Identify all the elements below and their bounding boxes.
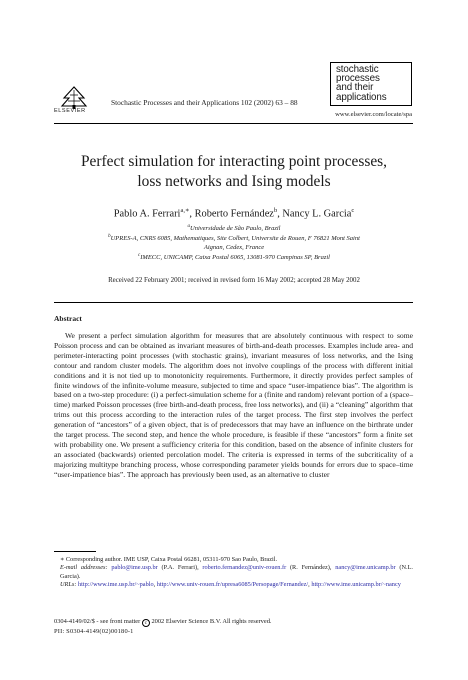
url-link[interactable]: http://www.ime.unicamp.br/~nancy — [311, 581, 401, 589]
cover-line: processes — [336, 73, 380, 85]
email-link[interactable]: roberto.fernandez@univ-rouen.fr — [202, 564, 287, 572]
abstract-heading: Abstract — [54, 314, 82, 323]
received-dates: Received 22 February 2001; received in revised form 16 May 2002; accepted 28 May 2002 — [108, 277, 360, 284]
url-note: URLs: http://www.ime.usp.br/~pablo, http://www.univ-rouen.fr/upresa6085/Persopage/Fernandez/, http://www.ime.unicamp.br/~nancy — [60, 581, 401, 589]
author-name: Roberto Fernández — [194, 208, 274, 220]
author-list: Pablo A. Ferrari$^{a,∗}$, Roberto Fernández$^b$, Nancy L. Garcia$^c$ — [113, 207, 355, 220]
publisher-logo-label: ELSEVIER — [54, 108, 86, 114]
author-mark: c — [351, 207, 355, 214]
title-line: Perfect simulation for interacting point processes, — [80, 153, 388, 170]
title-line: loss networks and Ising models — [137, 173, 331, 190]
author-name: Nancy L. Garcia — [282, 208, 352, 220]
email-note: E-mail addresses: pablo@ime.usp.br (P.A. Ferrari), roberto.fernandez@univ-rouen.fr (R. Fernández), nancy@ime.unicamp.br (N.L. Garcia). — [60, 564, 414, 580]
abstract-body: We present a perfect simulation algorithm for measures that are absolutely continuous with respect to some Poisson process and can be obtained as invariant measures of birth-and-death processes. Examples include area- and perimeter-interacting point processes (with stochastic grains), invariant measures of loss networks, and the Ising contour and random cluster models. The algorithm does not involve couplings of the process with different initial conditions and it is not tied up to monotonicity requirements. Furthermore, it directly provides perfect samples of finite windows of the infinite-volume measure, subjected to time and space “user-impatience bias”. The algorithm is based on a two-step procedure: (i) a perfect-simulation scheme for a (finite and random) relevant portion of a (space–time) marked Poisson processes (free birth-and-death process, free loss networks), and (ii) a “cleaning” algorithm that trims out this process according to the interaction rules of the target process. The first step involves the perfect generation of “ancestors” of a given object, that is of predecessors that may have an influence on the birthrate under the target process. The second step, and hence the whole procedure, is feasible if these “ancestors” form a finite set with probability one. We present a sufficiency criteria for this condition, based on the absence of infinite clusters for an associated (backwards) oriented percolation model. The criteria is expressed in terms of the subcriticality of a majorizing multitype branching process, whose corresponding parameter yields bounds for errors due to space–time “user-impatience bias”. The approach has previously been used, as an alternative to cluster — [54, 331, 413, 479]
email-link[interactable]: nancy@ime.unicamp.br — [335, 564, 396, 572]
affiliation-a: $^a$Universidade de São Paulo, Brazil — [187, 224, 281, 233]
footnote-rule — [54, 551, 96, 552]
paper-title — [40, 152, 428, 192]
author-mark: b — [273, 207, 278, 214]
elsevier-tree-logo-icon — [58, 84, 90, 110]
journal-website: www.elsevier.com/locate/spa — [335, 111, 412, 118]
cover-line: and their — [336, 82, 374, 94]
url-link[interactable]: http://www.univ-rouen.fr/upresa6085/Persopage/Fernandez/ — [156, 581, 309, 589]
cover-line: stochastic — [336, 64, 379, 75]
author-name: Pablo A. Ferrari — [113, 208, 181, 220]
header-divider — [54, 123, 413, 124]
copyright-icon: c — [142, 619, 150, 627]
abstract-divider — [54, 302, 413, 303]
journal-citation: Stochastic Processes and their Applications 102 (2002) 63 – 88 — [111, 98, 298, 107]
affiliation-c: $^c$IMECC, UNICAMP, Caixa Postal 6065, 13081-970 Campinas SP, Brazil — [138, 253, 330, 262]
pii-identifier: PII: S0304-4149(02)00180-1 — [54, 628, 134, 635]
copyright-line: 0304-4149/02/$ - see front matter c 2002 Elsevier Science B.V. All rights reserved. — [54, 618, 272, 626]
affiliation-b: $^b$UPRES-A, CNRS 6085, Mathematiques, Site Colbert, Universite de Rouen, F 76821 Mont Saint Aignan, Cedex, France — [108, 234, 360, 251]
url-link[interactable]: http://www.ime.usp.br/~pablo — [78, 581, 154, 589]
author-mark: a,∗ — [180, 207, 190, 214]
journal-cover-title — [330, 62, 412, 106]
corresponding-author-note: ∗ Corresponding author. IME USP, Caixa Postal 66281, 05311-970 Sao Paulo, Brazil. — [60, 556, 278, 563]
cover-line: applications — [336, 91, 387, 103]
footnotes — [54, 556, 413, 590]
email-link[interactable]: pablo@ime.usp.br — [111, 564, 158, 572]
